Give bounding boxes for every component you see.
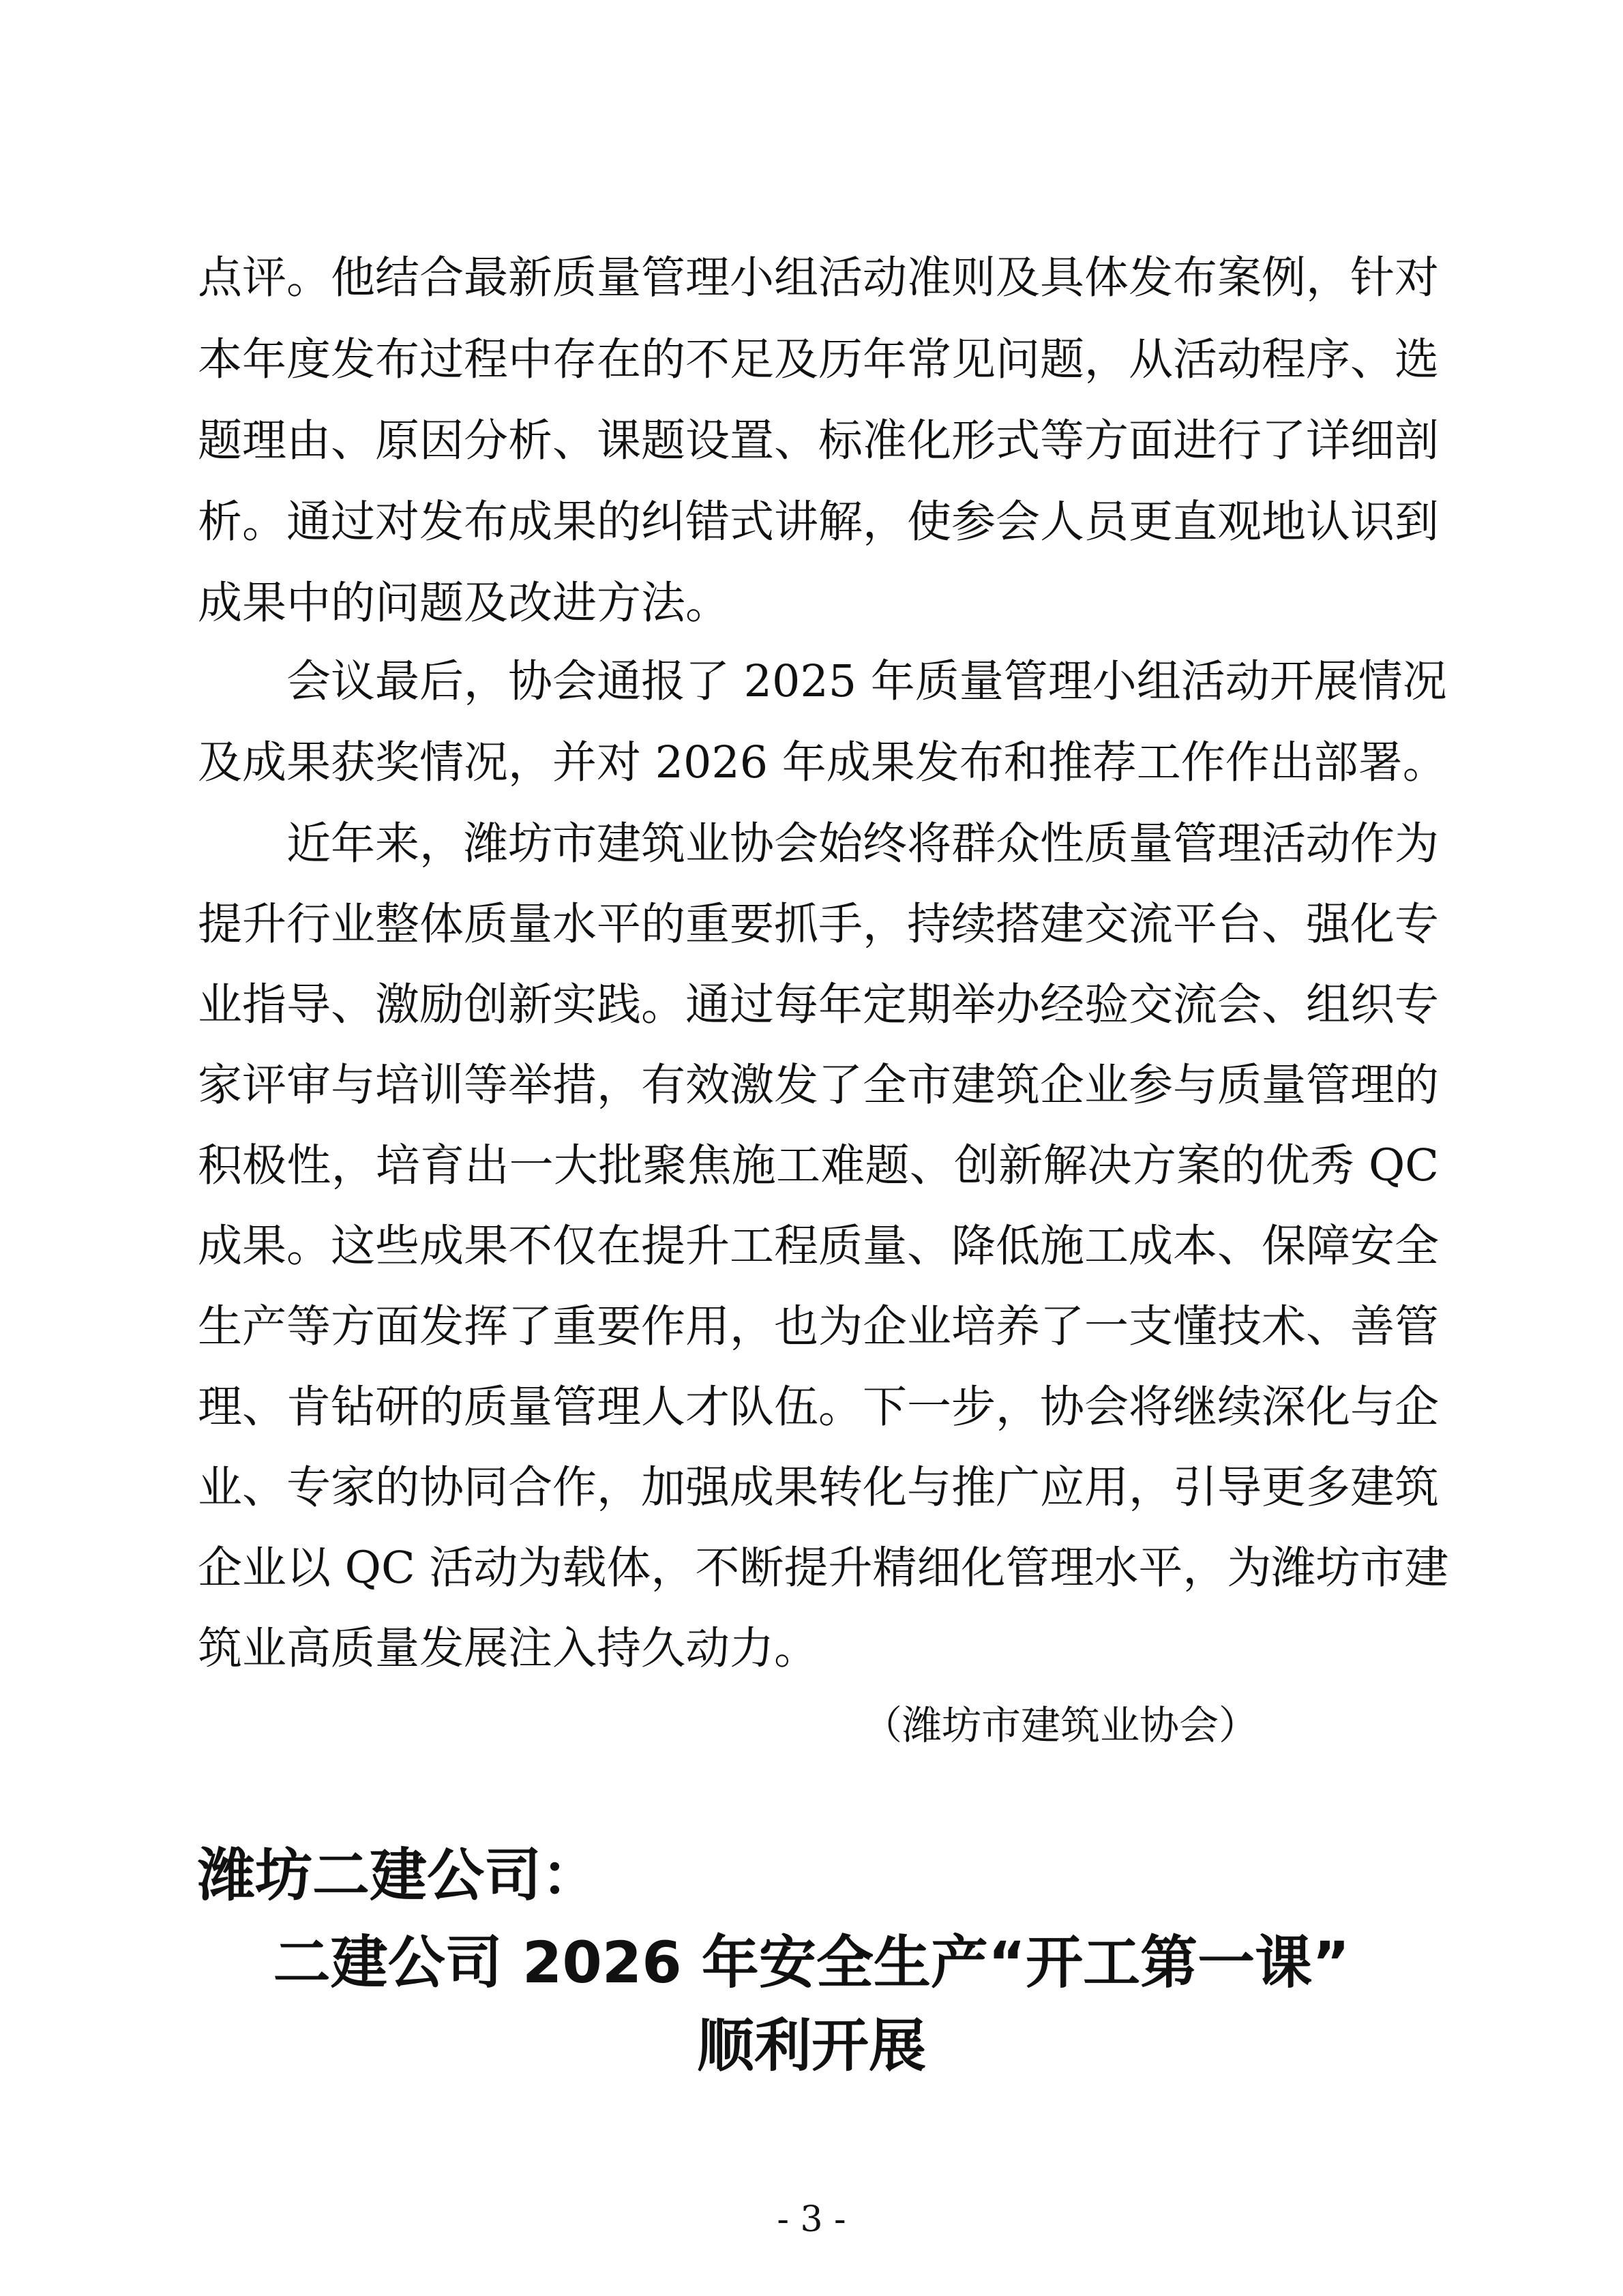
- body-text-line: 本年度发布过程中存在的不足及历年常见问题，从活动程序、选: [198, 334, 1440, 385]
- body-text-line: 成果。这些成果不仅在提升工程质量、降低施工成本、保障安全: [198, 1221, 1440, 1272]
- page-number: - 3 -: [777, 2199, 846, 2240]
- article-title-line-2: 顺利开展: [696, 2012, 926, 2079]
- company-heading: 潍坊二建公司：: [198, 1842, 599, 1909]
- body-text-line: 题理由、原因分析、课题设置、标准化形式等方面进行了详细剖: [198, 415, 1440, 466]
- body-text-line: 及成果获奖情况，并对 2026 年成果发布和推荐工作作出部署。: [198, 737, 1447, 788]
- body-text-line: 筑业高质量发展注入持久动力。: [198, 1623, 819, 1674]
- body-text-line: 析。通过对发布成果的纠错式讲解，使参会人员更直观地认识到: [198, 496, 1440, 548]
- body-text-line: 点评。他结合最新质量管理小组活动准则及具体发布案例，针对: [198, 252, 1440, 303]
- body-text-line: 近年来，潍坊市建筑业协会始终将群众性质量管理活动作为: [286, 818, 1440, 869]
- body-text-line: 提升行业整体质量水平的重要抓手，持续搭建交流平台、强化专: [198, 899, 1440, 950]
- body-text-line: 会议最后，协会通报了 2025 年质量管理小组活动开展情况: [286, 656, 1447, 707]
- body-text-line: 理、肯钻研的质量管理人才队伍。下一步，协会将继续深化与企: [198, 1382, 1440, 1433]
- body-text-line: 业指导、激励创新实践。通过每年定期举办经验交流会、组织专: [198, 979, 1440, 1030]
- body-text-line: 企业以 QC 活动为载体，不断提升精细化管理水平，为潍坊市建: [198, 1542, 1449, 1594]
- body-text-line: 积极性，培育出一大批聚焦施工难题、创新解决方案的优秀 QC: [198, 1140, 1439, 1191]
- body-text-line: 生产等方面发挥了重要作用，也为企业培养了一支懂技术、善管: [198, 1301, 1440, 1352]
- body-text-line: 成果中的问题及改进方法。: [198, 578, 730, 629]
- article-title-line-1: 二建公司 2026 年安全生产“开工第一课”: [273, 1929, 1350, 1996]
- body-text-line: 业、专家的协同合作，加强成果转化与推广应用，引导更多建筑: [198, 1462, 1440, 1513]
- article-source: （潍坊市建筑业协会）: [863, 1702, 1259, 1748]
- body-text-line: 家评审与培训等举措，有效激发了全市建筑企业参与质量管理的: [198, 1060, 1440, 1111]
